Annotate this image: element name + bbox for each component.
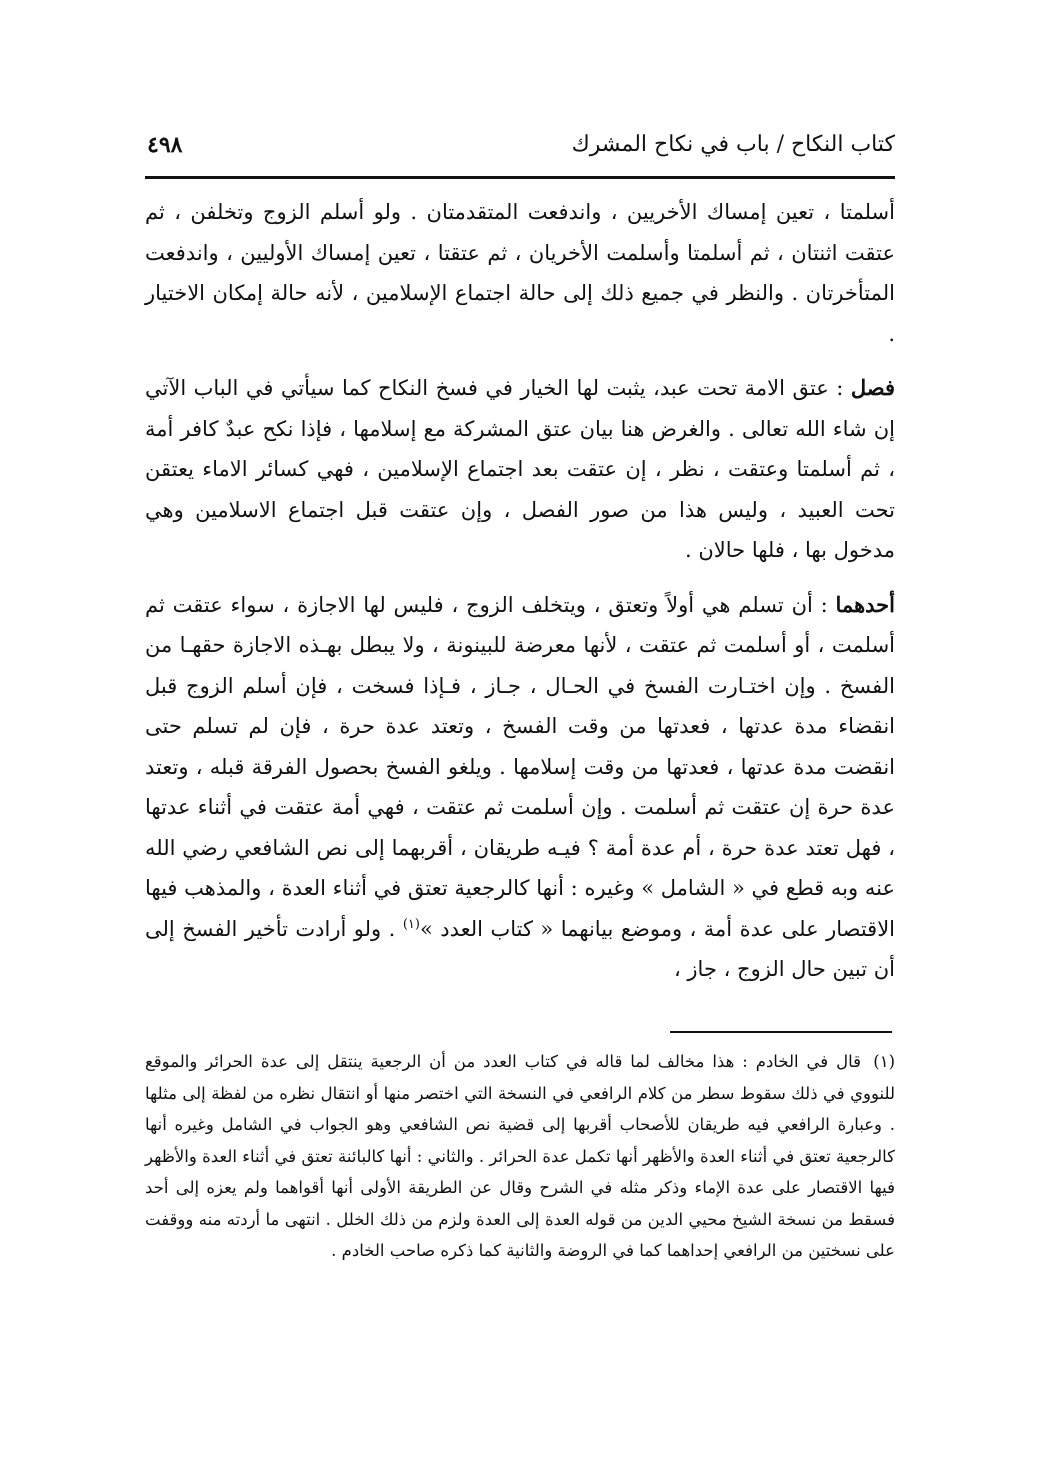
heading-ahaduhuma: أحدهما	[835, 591, 895, 617]
footnote-separator	[670, 1031, 892, 1033]
header-title: كتاب النكاح / باب في نكاح المشرك	[571, 132, 895, 157]
paragraph-1: أسلمتا ، تعين إمساك الأخريين ، واندفعت المتقدمتان . ولو أسلم الزوج وتخلفن ، ثم عتقت اثنتان ، ثم أسلمتا وأسلمت الأخريان ، ثم عتقتا ، تعين إمساك الأوليين ، واندفعت المتأخرتان . والنظر في جميع ذلك إلى حالة اجتماع الإسلامين ، لأنه حالة إمكان الاختيار .	[145, 200, 895, 346]
paragraph-fasl-text: : عتق الامة تحت عبد، يثبت لها الخيار في فسخ النكاح كما سيأتي في الباب الآتي إن شاء الله تعالى . والغرض هنا بيان عتق المشركة مع إسلامها ، فإذا نكح عبدٌ كافر أمة ، ثم أسلمتا وعتقت ، نظر ، إن عتقت بعد اجتماع الإسلامين ، فهي كسائر الاماء يعتقن تحت العبيد ، وليس هذا من صور الفصل ، وإن عتقت قبل اجتماع الاسلامين وهي مدخول بها ، فلها حالان .	[145, 376, 895, 562]
paragraph-fasl	[145, 368, 895, 571]
header-rule	[145, 176, 895, 179]
paragraph-ahaduhuma	[145, 585, 895, 990]
paragraph-ahaduhuma-end: . ولو أرادت تأخير الفسخ إلى أن تبين حال الزوج ، جاز ،	[145, 916, 895, 981]
section-heading-fasl: فصل	[850, 375, 895, 400]
running-header	[145, 128, 895, 176]
footnote	[145, 1046, 895, 1267]
page-number: ٤٩٨	[147, 132, 183, 158]
footnote-marker: (١)	[873, 1052, 895, 1071]
footnote-text: قال في الخادم : هذا مخالف لما قاله في كتاب العدد من أن الرجعية ينتقل إلى عدة الحرائر والموقع للنووي في ذلك سقوط سطر من كلام الرافعي في النسخة التي اختصر منها أو انتقال نظره من لفظة إلى مثلها . وعبارة الرافعي فيه طريقان للأصحاب أقربها إلى قضية نص الشافعي وهو الجواب في الشامل وغيره أنها كالرجعية تعتق في أثناء العدة والأظهر أنها تكمل عدة الحرائر . والثاني : أنها كالبائنة تعتق في أثناء العدة والأظهر فيها الاقتصار على عدة الإماء وذكر مثله في الشرح وقال عن الطريقة الأولى أنها أقواهما ولم يعزه إلى أحد فسقط من نسخة الشيخ محيي الدين من قوله العدة إلى العدة ولزم من ذلك الخلل . انتهى ما أردته منه ووقفت على نسختين من الرافعي إحداهما كما في الروضة والثانية كما ذكره صاحب الخادم .	[145, 1052, 895, 1260]
main-text	[145, 192, 895, 990]
footnote-reference[interactable]: (١)	[402, 916, 420, 932]
paragraph-ahaduhuma-text: : أن تسلم هي أولاً وتعتق ، ويتخلف الزوج ، فليس لها الاجازة ، سواء عتقت ثم أسلمت ، أو أسلمت ثم عتقت ، لأنها معرضة للبينونة ، ولا يبطل بهـذه الاجازة حقهـا من الفسخ . وإن اختـارت الفسخ في الحـال ، جـاز ، فـإذا فسخت ، فإن أسلم الزوج قبل انقضاء مدة عدتها ، فعدتها من وقت الفسخ ، وتعتد عدة حرة ، فإن لم تسلم حتى انقضت مدة عدتها ، فعدتها من وقت إسلامها . ويلغو الفسخ بحصول الفرقة قبله ، وتعتد عدة حرة إن عتقت ثم أسلمت . وإن أسلمت ثم عتقت ، فهي أمة عتقت في أثناء عدتها ، فهل تعتد عدة حرة ، أم عدة أمة ؟ فيـه طريقان ، أقربهما إلى نص الشافعي رضي الله عنه وبه قطع في « الشامل » وغيره : أنها كالرجعية تعتق في أثناء العدة ، والمذهب فيها الاقتصار على عدة أمة ، وموضع بيانهما « كتاب العدد »	[145, 592, 896, 941]
